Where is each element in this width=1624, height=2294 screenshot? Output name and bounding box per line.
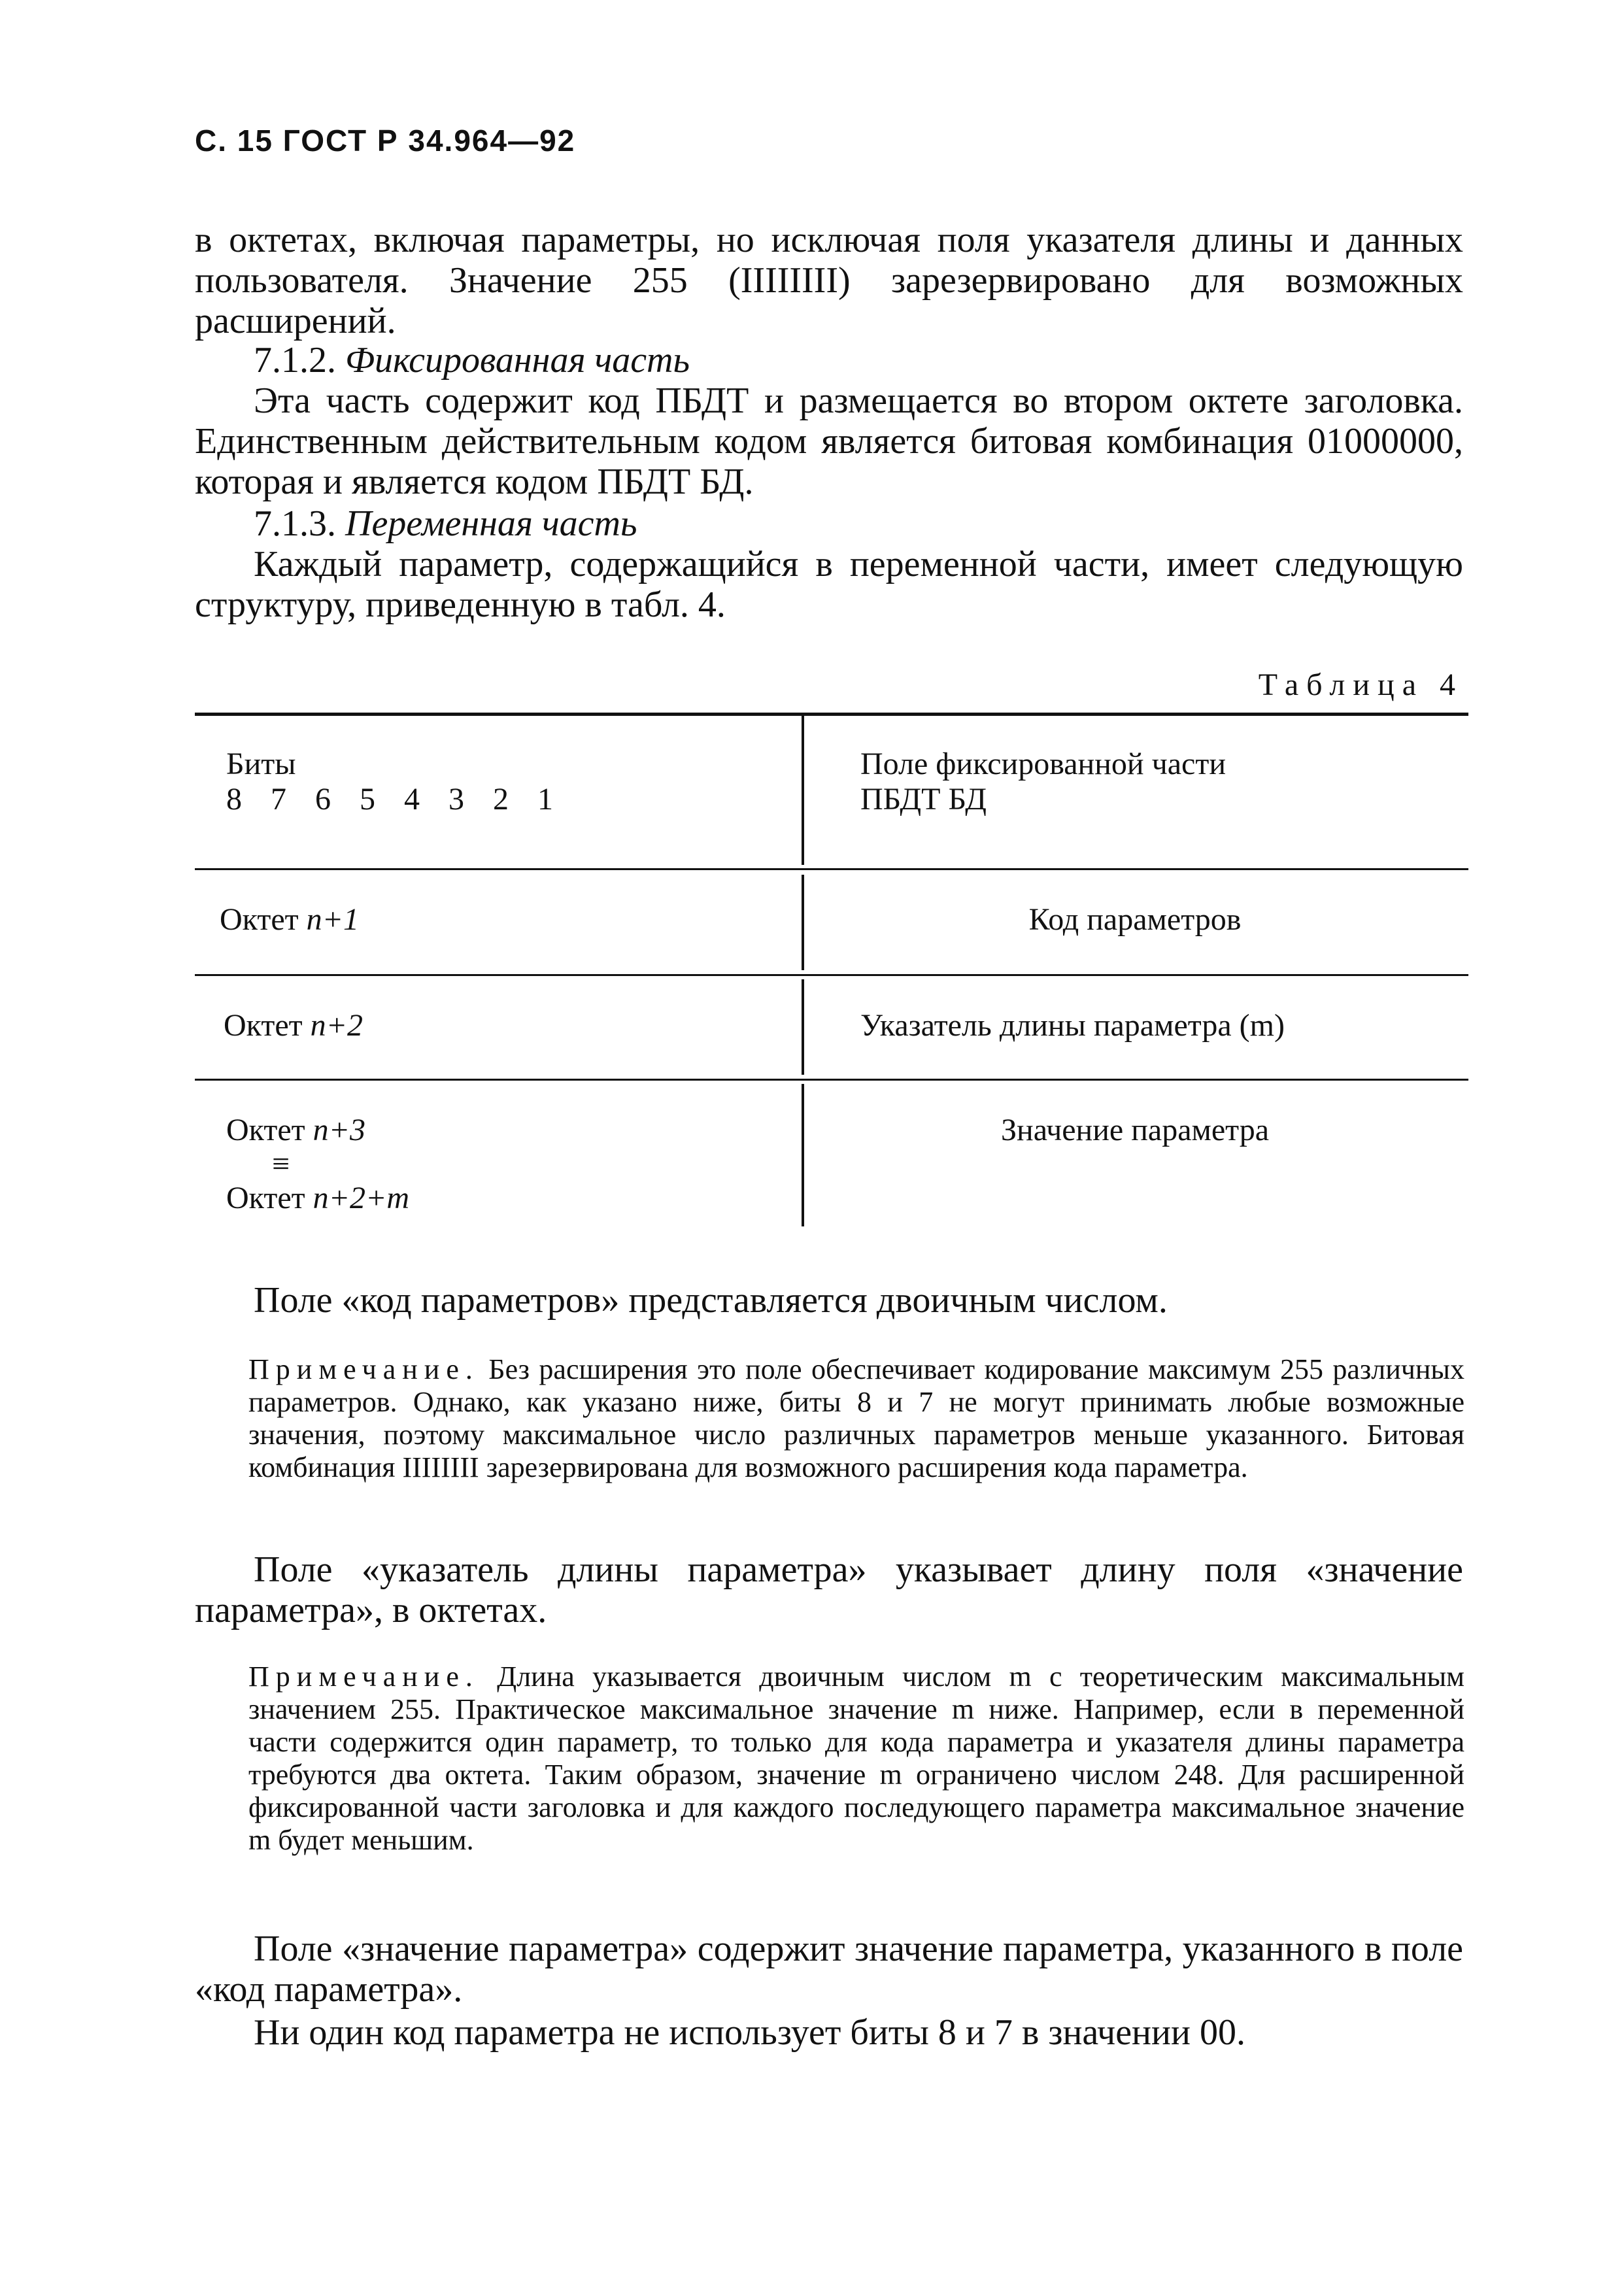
header-bits-cell <box>226 747 564 817</box>
section-title: Переменная часть <box>345 503 637 544</box>
intro-text: в октетах, включая параметры, но исключая поля указателя длины и данных пользователя. Значение 255 (IIIIIIII) зарезервировано для возможных расширений. <box>195 220 1463 341</box>
intro-paragraph <box>195 220 1463 341</box>
table-rule-2 <box>195 974 1468 976</box>
table-rule-3 <box>195 1079 1468 1081</box>
header-bits-numbers: 8 7 6 5 4 3 2 1 <box>226 782 564 817</box>
header-field-sublabel: ПБДТ БД <box>860 782 987 817</box>
row-3-left: Октет n+3 ≡ Октет n+2+m <box>226 1113 410 1215</box>
section-7-1-2 <box>195 340 1463 502</box>
table-divider-1 <box>802 716 804 865</box>
para-bits-text: Ни один код параметра не использует биты 8 и 7 в значении 00. <box>254 2012 1245 2053</box>
section-7-1-3-text: Каждый параметр, содержащийся в переменной части, имеет следующую структуру, приведенную в табл. 4. <box>195 544 1463 625</box>
header-field-label: Поле фиксированной части <box>860 747 1226 781</box>
row-2-left: Октет n+2 <box>224 1008 363 1043</box>
note-2 <box>248 1661 1464 1857</box>
section-number: 7.1.2. <box>254 340 336 380</box>
header-bits-label: Биты <box>226 747 296 781</box>
row-2-right: Указатель длины параметра (m) <box>860 1008 1285 1043</box>
para-length-field <box>195 1549 1463 1630</box>
note-2-lead: Примечание. <box>248 1661 479 1693</box>
section-7-1-2-text: Эта часть содержит код ПБДТ и размещается во втором октете заголовка. Единственным действительным кодом является битовая комбинация 01000000, которая и является кодом ПБДТ БД. <box>195 380 1463 502</box>
table-rule-1 <box>195 868 1468 870</box>
section-7-1-3 <box>195 503 1463 625</box>
note-2-text: Длина указывается двоичным числом m с теоретическим максимальным значением 255. Практическое максимальное значение m ниже. Например, если в переменной части содержится один параметр, то только для кода параметра и указателя длины параметра требуются два октета. Таким образом, значение m ограничено числом 248. Для расширенной фиксированной части заголовка и для каждого последующего параметра максимальное значение m будет меньшим. <box>248 1661 1464 1856</box>
para-value-text: Поле «значение параметра» содержит значение параметра, указанного в поле «код параметра». <box>195 1929 1463 2010</box>
note-1 <box>248 1353 1464 1484</box>
note-1-lead: Примечание. <box>248 1353 479 1385</box>
table-caption: Таблица 4 <box>1258 667 1463 702</box>
section-number: 7.1.3. <box>254 503 336 544</box>
row-1-right: Код параметров <box>1028 902 1242 937</box>
equivalence-mark: ≡ <box>272 1147 290 1181</box>
para-code-field <box>195 1280 1463 1321</box>
parameter-structure-table <box>195 713 1468 1236</box>
row-3-right: Значение параметра <box>1000 1113 1270 1147</box>
section-7-1-3-heading <box>195 503 1463 544</box>
row-1-left: Октет n+1 <box>220 902 359 937</box>
section-7-1-2-heading <box>195 340 1463 380</box>
para-length-text: Поле «указатель длины параметра» указывает длину поля «значение параметра», в октетах. <box>195 1549 1463 1630</box>
note-1-text: Без расширения это поле обеспечивает кодирование максимум 255 различных параметров. Однако, как указано ниже, биты 8 и 7 не могут принимать любые возможные значения, поэтому максимальное число различных параметров меньше указанного. Битовая комбинация IIIIIIII зарезервирована для возможного расширения кода параметра. <box>248 1353 1464 1483</box>
table-divider-4 <box>802 1084 804 1226</box>
section-title: Фиксированная часть <box>345 340 690 380</box>
para-value-field <box>195 1929 1463 2010</box>
para-bits <box>195 2012 1463 2053</box>
header-field-cell <box>860 747 1226 817</box>
table-divider-3 <box>802 979 804 1075</box>
table-top-rule <box>195 713 1468 716</box>
running-header: С. 15 ГОСТ Р 34.964—92 <box>195 124 576 158</box>
para-code-text: Поле «код параметров» представляется двоичным числом. <box>254 1280 1168 1321</box>
